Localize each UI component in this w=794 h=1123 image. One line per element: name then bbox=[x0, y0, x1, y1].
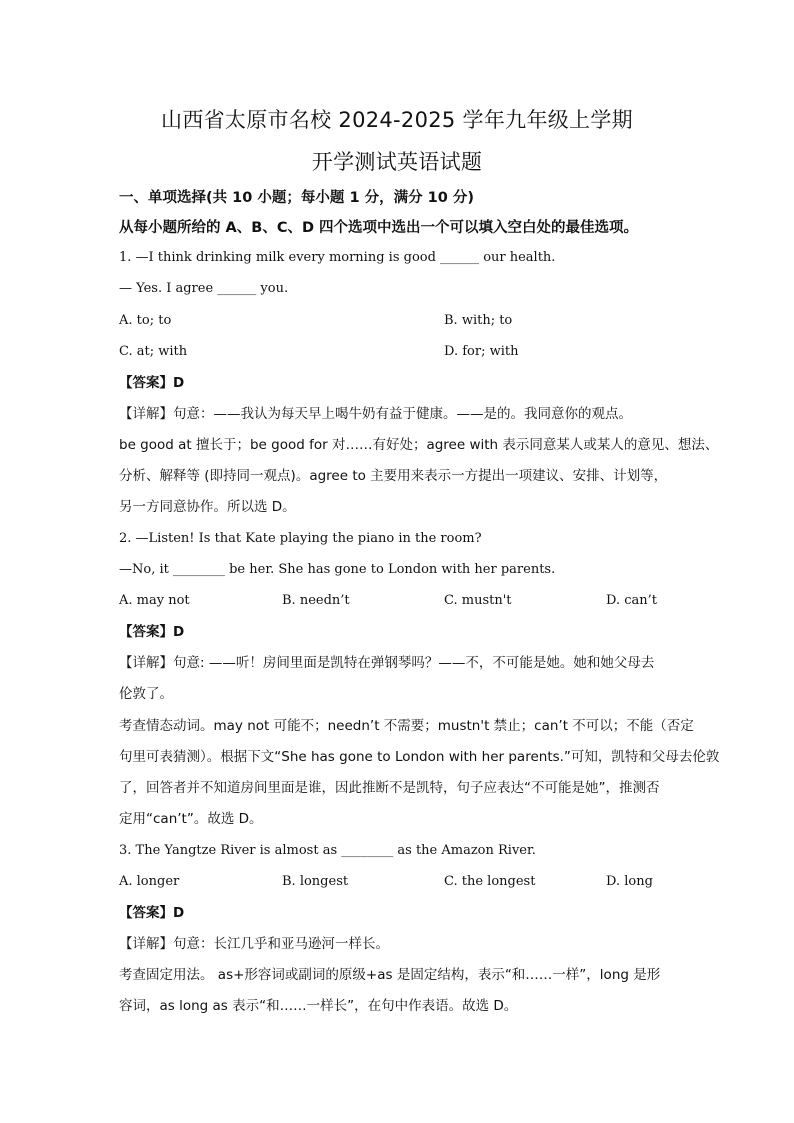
q2-option-c: C. mustn't bbox=[444, 593, 512, 608]
q3-option-a: A. longer bbox=[119, 874, 180, 889]
q2-explain-line: 定用“can’t”。故选 D。 bbox=[119, 811, 263, 827]
q2-option-d: D. can’t bbox=[606, 593, 657, 608]
q1-option-d: D. for; with bbox=[444, 344, 519, 359]
q2-explain-line: 【详解】句意: ——听！房间里面是凯特在弹钢琴吗？——不，不可能是她。她和她父母去 bbox=[119, 655, 655, 671]
q1-explain-line: 另一方同意协作。所以选 D。 bbox=[119, 499, 296, 515]
q1-explain-line: 分析、解释等 (即持同一观点)。agree to 主要用来表示一方提出一项建议、安排、计划等， bbox=[119, 468, 668, 484]
q1-option-b: B. with; to bbox=[444, 313, 513, 328]
q1-answer: 【答案】D bbox=[119, 375, 185, 391]
q3-stem: 3. The Yangtze River is almost as ________ as the Amazon River. bbox=[119, 843, 536, 858]
q2-stem: 2. —Listen! Is that Kate playing the piano in the room? bbox=[119, 531, 482, 546]
q1-option-a: A. to; to bbox=[119, 313, 172, 328]
q3-answer: 【答案】D bbox=[119, 905, 185, 921]
q2-explain-line: 考查情态动词。may not 可能不；needn’t 不需要；mustn't 禁止；can’t 不可以；不能（否定 bbox=[119, 718, 694, 734]
q1-explain-line: 【详解】句意：——我认为每天早上喝牛奶有益于健康。——是的。我同意你的观点。 bbox=[119, 406, 632, 422]
q3-explain-line: 【详解】句意：长江几乎和亚马逊河一样长。 bbox=[119, 936, 389, 952]
q2-option-a: A. may not bbox=[119, 593, 190, 608]
q1-stem-reply: — Yes. I agree ______ you. bbox=[119, 281, 289, 296]
document-title-line2: 开学测试英语试题 bbox=[311, 150, 483, 174]
q2-explain-line: 了，回答者并不知道房间里面是谁，因此推断不是凯特，句子应表达“不可能是她”，推测否 bbox=[119, 780, 660, 796]
document-title-line1: 山西省太原市名校 2024-2025 学年九年级上学期 bbox=[161, 108, 633, 132]
q2-explain-line: 伦敦了。 bbox=[119, 686, 173, 702]
q2-explain-line: 句里可表猜测）。根据下文“She has gone to London with her parents.”可知，凯特和父母去伦敦 bbox=[119, 749, 720, 765]
q2-option-b: B. needn’t bbox=[282, 593, 350, 608]
q1-option-c: C. at; with bbox=[119, 344, 188, 359]
q2-answer: 【答案】D bbox=[119, 624, 185, 640]
q3-option-d: D. long bbox=[606, 874, 653, 889]
q2-stem-reply: —No, it ________ be her. She has gone to London with her parents. bbox=[119, 562, 556, 577]
section-instruction: 从每小题所给的 A、B、C、D 四个选项中选出一个可以填入空白处的最佳选项。 bbox=[119, 220, 639, 236]
q1-stem: 1. —I think drinking milk every morning is good ______ our health. bbox=[119, 250, 556, 265]
q3-option-b: B. longest bbox=[282, 874, 349, 889]
q1-explain-line: be good at 擅长于；be good for 对……有好处；agree with 表示同意某人或某人的意见、想法、 bbox=[119, 437, 719, 453]
section-heading: 一、单项选择(共 10 小题；每小题 1 分，满分 10 分) bbox=[119, 190, 474, 206]
q3-explain-line: 考查固定用法。 as+形容词或副词的原级+as 是固定结构，表示“和……一样”，long 是形 bbox=[119, 967, 661, 983]
q3-explain-line: 容词，as long as 表示“和……一样长”，在句中作表语。故选 D。 bbox=[119, 998, 518, 1014]
q3-option-c: C. the longest bbox=[444, 874, 536, 889]
